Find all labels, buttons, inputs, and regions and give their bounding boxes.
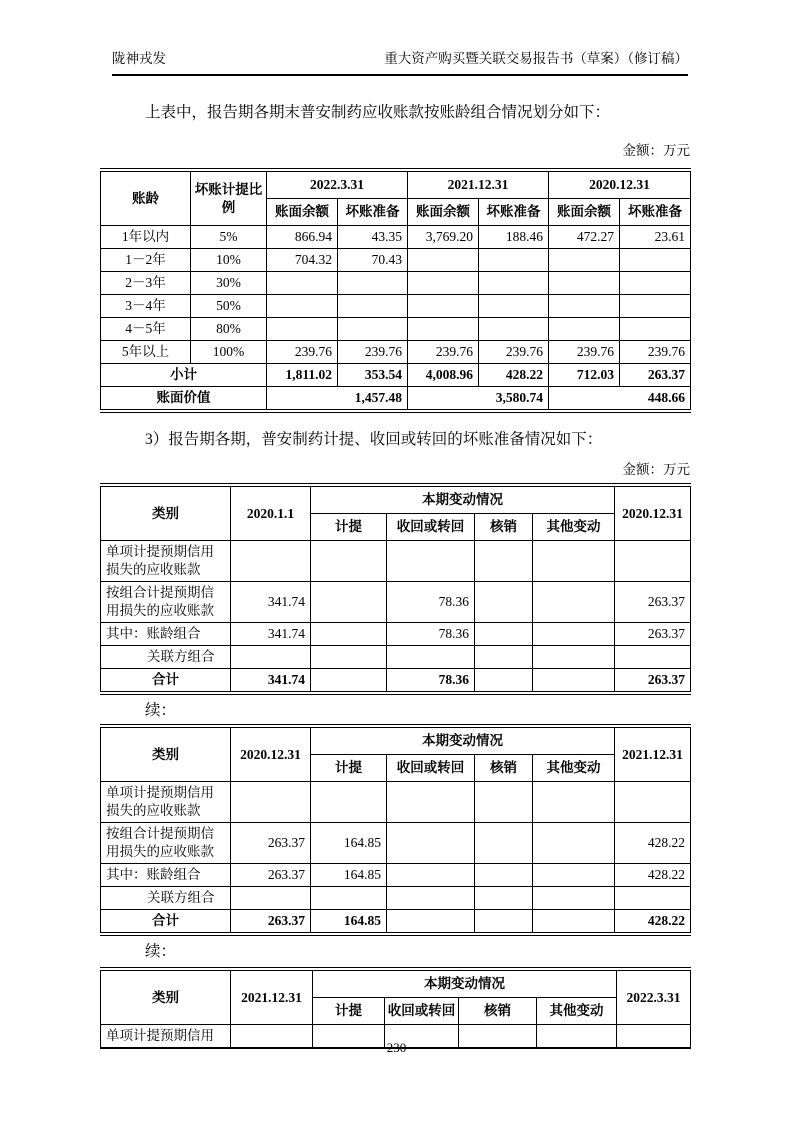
- amount-cell: [311, 623, 387, 646]
- ratio-column-header: 坏账计提比例: [191, 170, 267, 226]
- amount-cell: 78.36: [387, 582, 475, 623]
- amount-cell: 712.03: [549, 364, 620, 387]
- amount-cell: [533, 887, 615, 910]
- category-column-header: 类别: [101, 726, 231, 782]
- aging-label: 1年以内: [101, 226, 191, 249]
- unit-label: 金额：万元: [622, 462, 690, 477]
- row-label: 其中：账龄组合: [101, 623, 231, 646]
- recover-header: 收回或转回: [387, 514, 475, 541]
- movement-table-2022-partial: [100, 967, 691, 1049]
- subtotal-row: [101, 364, 691, 387]
- amount-cell: 341.74: [231, 582, 311, 623]
- aging-table: [100, 168, 691, 413]
- table-row: [101, 646, 691, 669]
- amount-cell: 239.76: [479, 341, 549, 364]
- table-row: [101, 272, 691, 295]
- total-row: [101, 910, 691, 935]
- amount-cell: [620, 318, 691, 341]
- row-label: 单项计提预期信用: [101, 1025, 231, 1049]
- amount-cell: 188.46: [479, 226, 549, 249]
- amount-cell: [533, 541, 615, 582]
- amount-cell: 164.85: [311, 910, 387, 935]
- amount-cell: [475, 864, 533, 887]
- amount-cell: 263.37: [615, 582, 691, 623]
- amount-cell: [267, 295, 338, 318]
- intro-paragraph: 上表中，报告期各期末普安制药应收账款按账龄组合情况划分如下：: [145, 104, 611, 121]
- amount-cell: 1,457.48: [267, 387, 408, 412]
- amount-cell: 164.85: [311, 864, 387, 887]
- period-header: 2021.12.31: [408, 170, 549, 199]
- sub-header-balance: 账面余额: [267, 199, 338, 226]
- amount-cell: [533, 582, 615, 623]
- amount-cell: [475, 823, 533, 864]
- book-value-label: 账面价值: [101, 387, 267, 412]
- amount-cell: 263.37: [231, 910, 311, 935]
- amount-cell: 78.36: [387, 669, 475, 694]
- row-label: 按组合计提预期信用损失的应收账款: [101, 823, 231, 864]
- table-row: [101, 782, 691, 823]
- amount-cell: [475, 669, 533, 694]
- recover-header: 收回或转回: [387, 755, 475, 782]
- aging-header-row-1: [101, 170, 691, 199]
- sub-header-provision: 坏账准备: [338, 199, 408, 226]
- amount-cell: [533, 646, 615, 669]
- section3-paragraph: 3）报告期各期，普安制药计提、收回或转回的坏账准备情况如下：: [145, 431, 603, 448]
- writeoff-header: 核销: [475, 755, 533, 782]
- movement-table-2021: [100, 724, 691, 936]
- end-date-header: 2021.12.31: [615, 726, 691, 782]
- aging-column-header: 账龄: [101, 170, 191, 226]
- aging-label: 2－3年: [101, 272, 191, 295]
- sub-header-provision: 坏账准备: [479, 199, 549, 226]
- amount-cell: 428.22: [615, 823, 691, 864]
- amount-cell: [479, 272, 549, 295]
- amount-cell: [387, 541, 475, 582]
- aging-label: 4－5年: [101, 318, 191, 341]
- amount-cell: 472.27: [549, 226, 620, 249]
- amount-cell: [408, 272, 479, 295]
- amount-cell: [338, 272, 408, 295]
- row-label: 单项计提预期信用损失的应收账款: [101, 541, 231, 582]
- amount-cell: [387, 910, 475, 935]
- amount-cell: [311, 541, 387, 582]
- amount-cell: [475, 623, 533, 646]
- table-row: [101, 249, 691, 272]
- amount-cell: 263.37: [615, 623, 691, 646]
- amount-cell: [615, 541, 691, 582]
- table-row: [101, 623, 691, 646]
- table-row: [101, 823, 691, 864]
- amount-cell: 78.36: [387, 623, 475, 646]
- ratio-cell: 30%: [191, 272, 267, 295]
- amount-cell: [533, 823, 615, 864]
- amount-cell: [311, 646, 387, 669]
- total-label: 合计: [101, 669, 231, 694]
- amount-cell: [533, 864, 615, 887]
- table-row: [101, 864, 691, 887]
- amount-cell: [311, 782, 387, 823]
- movement-header-row-1: [101, 726, 691, 755]
- amount-cell: 239.76: [620, 341, 691, 364]
- amount-cell: [475, 910, 533, 935]
- accrual-header: 计提: [311, 514, 387, 541]
- amount-cell: [479, 318, 549, 341]
- amount-cell: [267, 272, 338, 295]
- amount-cell: [620, 272, 691, 295]
- continued-label: 续：: [145, 702, 177, 719]
- header-right-text: 重大资产购买暨关联交易报告书（草案）（修订稿）: [384, 51, 688, 66]
- amount-cell: [549, 272, 620, 295]
- aging-label: 1－2年: [101, 249, 191, 272]
- total-row: [101, 669, 691, 694]
- ratio-cell: 5%: [191, 226, 267, 249]
- amount-cell: [615, 887, 691, 910]
- amount-cell: [311, 887, 387, 910]
- amount-cell: 239.76: [267, 341, 338, 364]
- table-row: [101, 226, 691, 249]
- amount-cell: [475, 582, 533, 623]
- sub-header-provision: 坏账准备: [620, 199, 691, 226]
- movement-table-2020: [100, 483, 691, 695]
- amount-cell: 263.37: [231, 823, 311, 864]
- amount-cell: [231, 782, 311, 823]
- amount-cell: [533, 669, 615, 694]
- amount-cell: [338, 318, 408, 341]
- total-label: 合计: [101, 910, 231, 935]
- amount-cell: [387, 887, 475, 910]
- amount-cell: [475, 646, 533, 669]
- amount-cell: [387, 646, 475, 669]
- amount-cell: [615, 646, 691, 669]
- start-date-header: 2020.12.31: [231, 726, 311, 782]
- subtotal-label: 小计: [101, 364, 267, 387]
- row-label: 关联方组合: [101, 646, 231, 669]
- other-header: 其他变动: [533, 755, 615, 782]
- amount-cell: [479, 295, 549, 318]
- writeoff-header: 核销: [475, 514, 533, 541]
- amount-cell: [387, 782, 475, 823]
- amount-cell: 704.32: [267, 249, 338, 272]
- amount-cell: 263.37: [231, 864, 311, 887]
- movement-header-row-1: [101, 969, 691, 998]
- page-number: 230: [386, 1040, 407, 1055]
- amount-cell: [311, 669, 387, 694]
- table-row: [101, 341, 691, 364]
- amount-cell: 428.22: [615, 864, 691, 887]
- amount-cell: [475, 541, 533, 582]
- recover-header: 收回或转回: [385, 998, 459, 1025]
- amount-cell: [387, 864, 475, 887]
- table-row: [101, 582, 691, 623]
- writeoff-header: 核销: [459, 998, 537, 1025]
- amount-cell: 428.22: [615, 910, 691, 935]
- change-group-header: 本期变动情况: [311, 485, 615, 514]
- amount-cell: [408, 318, 479, 341]
- amount-cell: [533, 910, 615, 935]
- amount-cell: 1,811.02: [267, 364, 338, 387]
- continued-label: 续：: [145, 943, 177, 960]
- amount-cell: 353.54: [338, 364, 408, 387]
- amount-cell: 263.37: [620, 364, 691, 387]
- book-value-row: [101, 387, 691, 412]
- doc-header: [112, 50, 688, 76]
- unit-label: 金额：万元: [622, 143, 690, 158]
- start-date-header: 2021.12.31: [231, 969, 313, 1025]
- amount-cell: 239.76: [549, 341, 620, 364]
- ratio-cell: 100%: [191, 341, 267, 364]
- row-label: 关联方组合: [101, 887, 231, 910]
- table-row: [101, 318, 691, 341]
- period-header: 2022.3.31: [267, 170, 408, 199]
- row-label: 按组合计提预期信用损失的应收账款: [101, 582, 231, 623]
- amount-cell: 239.76: [338, 341, 408, 364]
- amount-cell: 239.76: [408, 341, 479, 364]
- amount-cell: 3,769.20: [408, 226, 479, 249]
- ratio-cell: 10%: [191, 249, 267, 272]
- category-column-header: 类别: [101, 969, 231, 1025]
- row-label: 其中：账龄组合: [101, 864, 231, 887]
- amount-cell: 428.22: [479, 364, 549, 387]
- amount-cell: 43.35: [338, 226, 408, 249]
- amount-cell: [479, 249, 549, 272]
- amount-cell: [231, 541, 311, 582]
- amount-cell: [338, 295, 408, 318]
- amount-cell: 448.66: [549, 387, 691, 412]
- amount-cell: 341.74: [231, 623, 311, 646]
- ratio-cell: 50%: [191, 295, 267, 318]
- change-group-header: 本期变动情况: [313, 969, 617, 998]
- amount-cell: [387, 823, 475, 864]
- amount-cell: [231, 646, 311, 669]
- amount-cell: [533, 782, 615, 823]
- amount-cell: [549, 295, 620, 318]
- table-row: [101, 541, 691, 582]
- end-date-header: 2022.3.31: [617, 969, 691, 1025]
- sub-header-balance: 账面余额: [549, 199, 620, 226]
- row-label: 单项计提预期信用损失的应收账款: [101, 782, 231, 823]
- period-header: 2020.12.31: [549, 170, 691, 199]
- header-left-text: 陇神戎发: [112, 51, 166, 66]
- aging-label: 3－4年: [101, 295, 191, 318]
- aging-label: 5年以上: [101, 341, 191, 364]
- amount-cell: [615, 782, 691, 823]
- amount-cell: [475, 782, 533, 823]
- amount-cell: [549, 318, 620, 341]
- amount-cell: 341.74: [231, 669, 311, 694]
- start-date-header: 2020.1.1: [231, 485, 311, 541]
- amount-cell: 866.94: [267, 226, 338, 249]
- amount-cell: [549, 249, 620, 272]
- movement-header-row-1: [101, 485, 691, 514]
- amount-cell: [620, 249, 691, 272]
- amount-cell: 4,008.96: [408, 364, 479, 387]
- amount-cell: [408, 295, 479, 318]
- amount-cell: 3,580.74: [408, 387, 549, 412]
- accrual-header: 计提: [311, 755, 387, 782]
- ratio-cell: 80%: [191, 318, 267, 341]
- accrual-header: 计提: [313, 998, 385, 1025]
- table-row: [101, 295, 691, 318]
- amount-cell: 23.61: [620, 226, 691, 249]
- amount-cell: [475, 887, 533, 910]
- other-header: 其他变动: [533, 514, 615, 541]
- sub-header-balance: 账面余额: [408, 199, 479, 226]
- amount-cell: [408, 249, 479, 272]
- category-column-header: 类别: [101, 485, 231, 541]
- amount-cell: [231, 887, 311, 910]
- amount-cell: [267, 318, 338, 341]
- amount-cell: 263.37: [615, 669, 691, 694]
- amount-cell: 164.85: [311, 823, 387, 864]
- amount-cell: [620, 295, 691, 318]
- other-header: 其他变动: [537, 998, 617, 1025]
- amount-cell: [311, 582, 387, 623]
- end-date-header: 2020.12.31: [615, 485, 691, 541]
- amount-cell: 70.43: [338, 249, 408, 272]
- amount-cell: [533, 623, 615, 646]
- change-group-header: 本期变动情况: [311, 726, 615, 755]
- table-row: [101, 887, 691, 910]
